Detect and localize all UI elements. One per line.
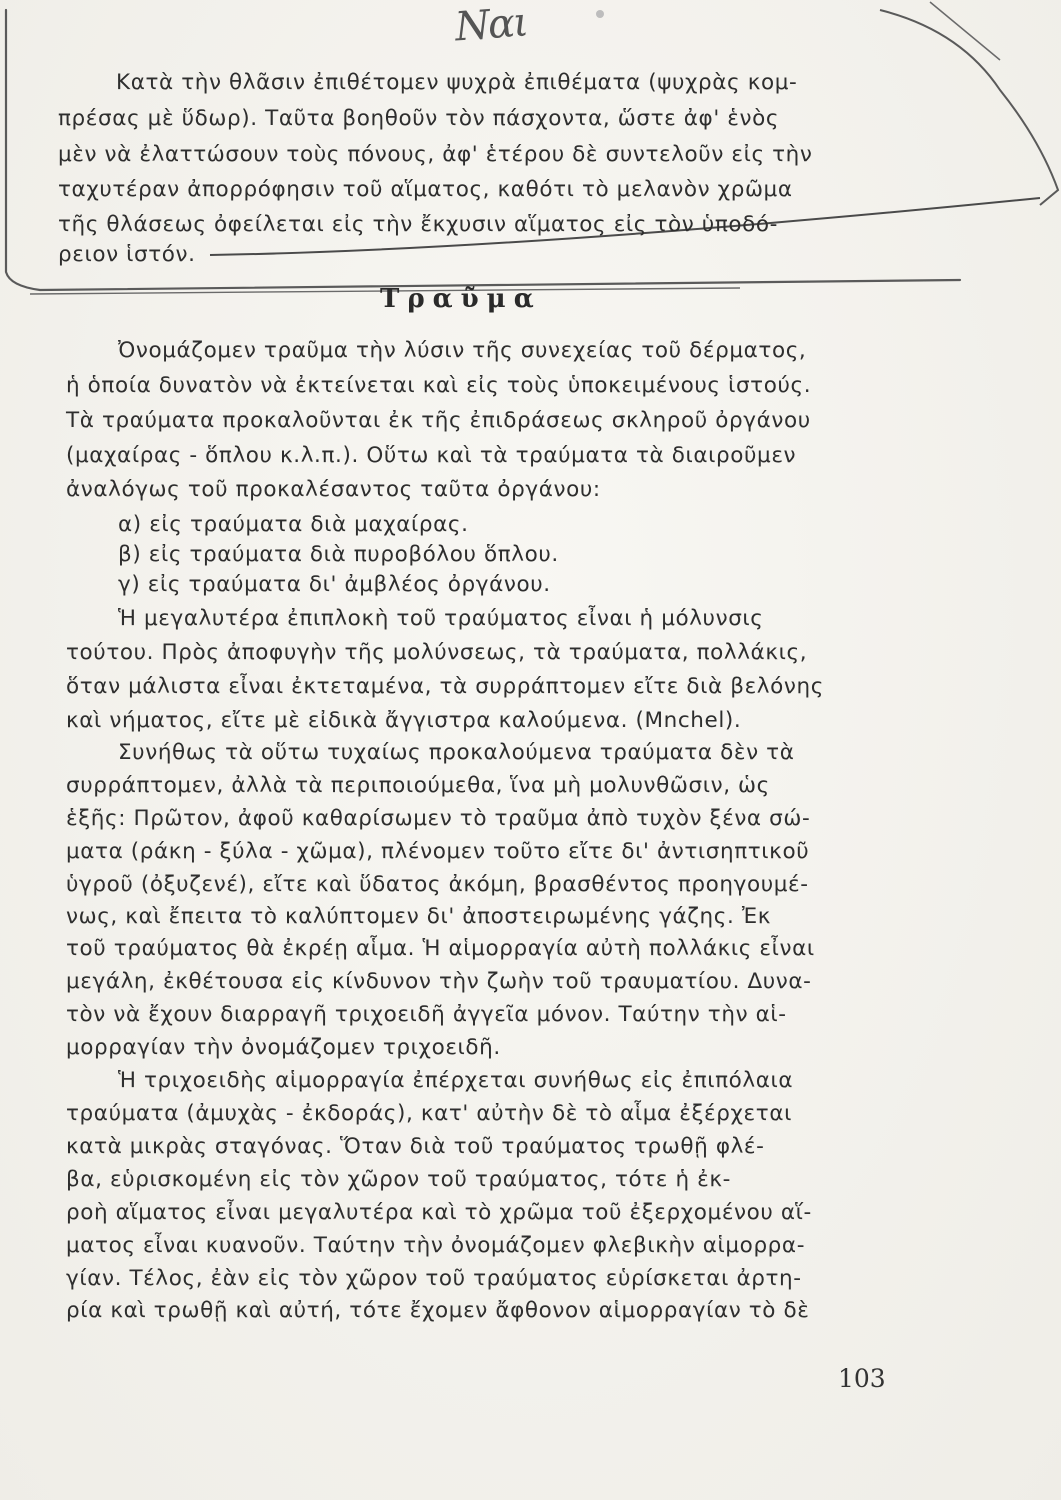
ink-spot [596,10,604,18]
text-line: ἀναλόγως τοῦ προκαλέσαντος ταῦτα ὀργάνου: [66,477,601,502]
text-line: ροὴ αἵματος εἶναι μεγαλυτέρα καὶ τὸ χρῶμα τοῦ ἐξερχομένου αἵ- [66,1200,812,1225]
text-line: μὲν νὰ ἐλαττώσουν τοὺς πόνους, ἀφ' ἑτέρου δὲ συντελοῦν εἰς τὴν [58,142,813,167]
text-line: τούτου. Πρὸς ἀποφυγὴν τῆς μολύνσεως, τὰ τραύματα, πολλάκις, [66,640,808,665]
text-line: Ὀνομάζομεν τραῦμα τὴν λύσιν τῆς συνεχείας τοῦ δέρματος, [118,338,807,363]
text-line: ματα (ράκη - ξύλα - χῶμα), πλένομεν τοῦτο εἴτε δι' ἀντισηπτικοῦ [66,839,810,864]
text-line: πρέσας μὲ ὕδωρ). Ταῦτα βοηθοῦν τὸν πάσχοντα, ὥστε ἀφ' ἑνὸς [58,106,780,131]
text-line: Τὰ τραύματα προκαλοῦνται ἐκ τῆς ἐπιδράσεως σκληροῦ ὀργάνου [66,408,811,433]
text-line: γίαν. Τέλος, ἐὰν εἰς τὸν χῶρον τοῦ τραύματος εὑρίσκεται ἀρτη- [66,1266,802,1291]
list-item: β) εἰς τραύματα διὰ πυροβόλου ὅπλου. [118,542,559,567]
section-heading: Τραῦμα [380,284,542,314]
text-line: βα, εὑρισκομένη εἰς τὸν χῶρον τοῦ τραύματος, τότε ἡ ἐκ- [66,1167,731,1192]
handwritten-annotation: Ναι [453,0,529,51]
text-line: ἑξῆς: Πρῶτον, ἀφοῦ καθαρίσωμεν τὸ τραῦμα ἀπὸ τυχὸν ξένα σώ- [66,806,811,831]
page-number: 103 [838,1364,886,1393]
text-line: ἡ ὁποία δυνατὸν νὰ ἐκτείνεται καὶ εἰς τοὺς ὑποκειμένους ἱστούς. [66,373,812,398]
text-line: νως, καὶ ἔπειτα τὸ καλύπτομεν δι' ἀποστειρωμένης γάζης. Ἐκ [66,904,772,929]
text-line: τῆς θλάσεως ὀφείλεται εἰς τὴν ἔκχυσιν αἵματος εἰς τὸν ὑποδό- [58,212,778,237]
text-line: ρειον ἱστόν. [58,242,196,267]
text-line: καὶ νήματος, εἴτε μὲ εἰδικὰ ἄγγιστρα καλούμενα. (Mnchel). [66,708,742,733]
text-line: ὑγροῦ (ὀξυζενέ), εἴτε καὶ ὕδατος ἀκόμη, βρασθέντος προηγουμέ- [66,872,809,897]
text-line: (μαχαίρας - ὅπλου κ.λ.π.). Οὕτω καὶ τὰ τραύματα τὰ διαιροῦμεν [66,443,797,468]
text-line: τοῦ τραύματος θὰ ἐκρέῃ αἷμα. Ἡ αἱμορραγία αὐτὴ πολλάκις εἶναι [66,936,815,961]
text-line: Κατὰ τὴν θλᾶσιν ἐπιθέτομεν ψυχρὰ ἐπιθέματα (ψυχρὰς κομ- [116,70,798,95]
list-item: α) εἰς τραύματα διὰ μαχαίρας. [118,512,469,537]
text-line: Συνήθως τὰ οὕτω τυχαίως προκαλούμενα τραύματα δὲν τὰ [118,740,795,765]
list-item: γ) εἰς τραύματα δι' ἀμβλέος ὀργάνου. [118,572,551,597]
text-line: συρράπτομεν, ἀλλὰ τὰ περιποιούμεθα, ἵνα μὴ μολυνθῶσιν, ὡς [66,773,770,798]
text-line: μεγάλη, ἐκθέτουσα εἰς κίνδυνον τὴν ζωὴν τοῦ τραυματίου. Δυνα- [66,969,812,994]
text-line: ὅταν μάλιστα εἶναι ἐκτεταμένα, τὰ συρράπτομεν εἴτε διὰ βελόνης [66,674,824,699]
text-line: Ἡ τριχοειδὴς αἱμορραγία ἐπέρχεται συνήθως εἰς ἐπιπόλαια [118,1068,794,1093]
text-line: Ἡ μεγαλυτέρα ἐπιπλοκὴ τοῦ τραύματος εἶναι ἡ μόλυνσις [118,606,764,631]
text-line: τραύματα (ἀμυχὰς - ἐκδοράς), κατ' αὐτὴν δὲ τὸ αἷμα ἐξέρχεται [66,1101,792,1126]
text-line: μορραγίαν τὴν ὀνομάζομεν τριχοειδῆ. [66,1035,501,1060]
text-line: ματος εἶναι κυανοῦν. Ταύτην τὴν ὀνομάζομεν φλεβικὴν αἱμορρα- [66,1233,806,1258]
text-line: κατὰ μικρὰς σταγόνας. Ὅταν διὰ τοῦ τραύματος τρωθῇ φλέ- [66,1134,765,1159]
text-line: τὸν νὰ ἔχουν διαρραγῆ τριχοειδῆ ἀγγεῖα μόνον. Ταύτην τὴν αἱ- [66,1002,787,1027]
text-line: ρία καὶ τρωθῇ καὶ αὐτή, τότε ἔχομεν ἄφθονον αἱμορραγίαν τὸ δὲ [66,1298,810,1323]
text-line: ταχυτέραν ἀπορρόφησιν τοῦ αἵματος, καθότι τὸ μελανὸν χρῶμα [58,177,793,202]
